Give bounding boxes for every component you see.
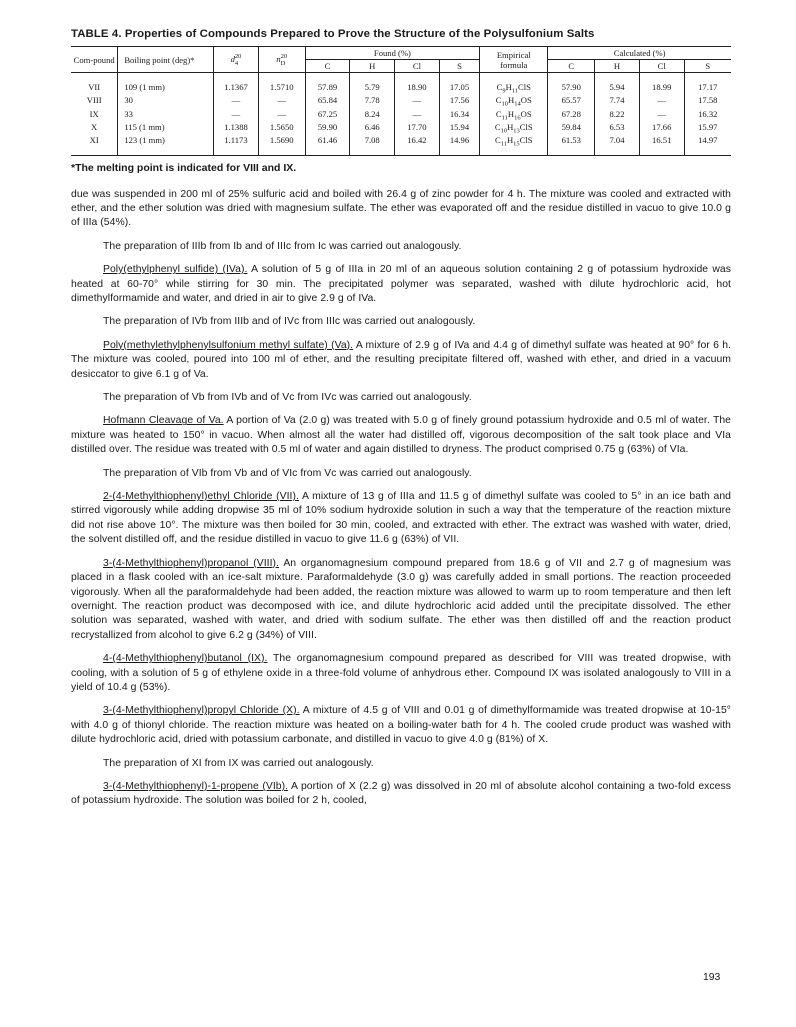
cell-calc-h: 5.94 [595, 73, 640, 97]
paragraph [71, 339, 731, 382]
cell-calc-cl: 17.66 [639, 123, 684, 136]
cell-found-c: 57.89 [305, 73, 350, 97]
table-footnote: *The melting point is indicated for VIII and IX. [71, 161, 297, 174]
paragraph [71, 315, 731, 329]
paragraph-text: A portion of X (2.2 g) was dissolved in 20 ml of absolute alcohol containing a two-fold excess of potassium hydroxide. The solution was boiled for 2 h, cooled, [71, 780, 731, 807]
cell-formula: $C_{11}H_{16}OS$ [480, 110, 548, 123]
cell-formula: $C_{10}H_{14}OS$ [480, 96, 548, 109]
cell-boiling-point: 33 [118, 110, 214, 123]
paragraph [71, 467, 731, 481]
cell-calc-h: 7.04 [595, 136, 640, 155]
cell-found-c: 59.90 [305, 123, 350, 136]
properties-table [71, 46, 731, 156]
cell-found-s: 15.94 [439, 123, 479, 136]
paragraph-text: The preparation of IVb from IIIb and of IVc from IIIc was carried out analogously. [103, 316, 476, 328]
header-calculated: Calculated (%) [548, 47, 731, 60]
paragraph-text: A mixture of 4.5 g of VIII and 0.01 g of dimethylformamide was treated dropwise at 10-15° with 4.0 g of thionyl chloride. The reaction mixture was heated on a boiling-water bath for 4 h. The cooled crude product was washed with dilute hydrochloric acid, dried with potassium carbonate, and distilled in vacuo to give 4.0 g (81%) of X. [71, 705, 731, 746]
table-row [71, 136, 731, 155]
header-density: d20 4 [214, 47, 259, 73]
cell-found-c: 61.46 [305, 136, 350, 155]
cell-found-s: 17.05 [439, 73, 479, 97]
table-body [71, 73, 731, 156]
paragraph [71, 780, 731, 809]
cell-formula: $C_{11}H_{15}ClS$ [480, 136, 548, 155]
header-found: Found (%) [305, 47, 480, 60]
cell-calc-c: 61.53 [548, 136, 595, 155]
cell-calc-c: 57.90 [548, 73, 595, 97]
paragraph [71, 757, 731, 771]
table-row [71, 96, 731, 109]
cell-found-s: 14.96 [439, 136, 479, 155]
cell-density: 1.1367 [214, 73, 259, 97]
paragraph [71, 704, 731, 747]
paragraph-heading: 3-(4-Methylthiophenyl)propanol (VIII). [103, 557, 279, 569]
paragraph-text: The preparation of XI from IX was carried out analogously. [103, 757, 374, 769]
header-calc-cl: Cl [639, 60, 684, 73]
cell-found-h: 6.46 [350, 123, 395, 136]
cell-calc-s: 16.32 [698, 108, 718, 119]
cell-calc-cl: — [639, 96, 684, 109]
cell-found-h: 7.08 [350, 136, 395, 155]
header-calc-c: C [548, 60, 595, 73]
header-found-cl: Cl [395, 60, 440, 73]
cell-density: 1.1388 [214, 123, 259, 136]
cell-calc-cl: 18.99 [639, 73, 684, 97]
paragraph-text: The preparation of IIIb from Ib and of IIIc from Ic was carried out analogously. [103, 240, 462, 252]
paragraph-text: The preparation of VIb from Vb and of VIc from Vc was carried out analogously. [103, 467, 472, 479]
cell-refractive-index: — [258, 96, 305, 109]
cell-found-s: 17.56 [439, 96, 479, 109]
header-calc-h: H [595, 60, 640, 73]
cell-boiling-point: 30 [118, 96, 214, 109]
paragraph-heading: Hofmann Cleavage of Va. [103, 415, 224, 427]
cell-found-h: 5.79 [350, 73, 395, 97]
cell-calc-c: 67.28 [548, 110, 595, 123]
paragraph-text: The preparation of Vb from IVb and of Vc from IVc was carried out analogously. [103, 392, 472, 404]
header-refractive-index: n20 D [258, 47, 305, 73]
paragraph-heading: Poly(ethylphenyl sulfide) (IVa). [103, 264, 248, 276]
paragraph [71, 414, 731, 457]
cell-found-c: 65.84 [305, 96, 350, 109]
cell-calc-cl: 16.51 [639, 136, 684, 155]
paragraph-text: A solution of 5 g of IIIa in 20 ml of an aqueous solution containing 2 g of potassium hydroxide was heated at 60-70° while stirring for 30 min. The precipitated polymer was separated, washed with dilute hydrochloric acid, hot dimethylformamide and water, and dried in air to give 2.9 g of IVa. [71, 264, 731, 304]
paragraph-heading: 3-(4-Methylthiophenyl)-1-propene (VIb). [103, 780, 289, 792]
cell-calc-h: 7.74 [595, 96, 640, 109]
cell-calc-h: 8.22 [595, 110, 640, 123]
cell-compound: X [71, 123, 118, 136]
cell-refractive-index: 1.5650 [258, 123, 305, 136]
cell-formula: $C_9H_{11}ClS$ [480, 73, 548, 97]
paragraph-heading: 3-(4-Methylthiophenyl)propyl Chloride (X). [103, 705, 300, 717]
cell-compound: IX [71, 110, 118, 123]
paragraph-heading: Poly(methylethylphenylsulfonium methyl sulfate) (Va). [103, 339, 354, 351]
table-row [71, 110, 731, 123]
cell-calc-s: 17.58 [698, 95, 718, 106]
paragraph [71, 188, 731, 231]
cell-found-c: 67.25 [305, 110, 350, 123]
header-empirical-formula: Empirical formula [480, 47, 548, 73]
cell-density: — [214, 96, 259, 109]
cell-boiling-point: 123 (1 mm) [118, 136, 214, 155]
table-title: TABLE 4. Properties of Compounds Prepared to Prove the Structure of the Polysulfonium Salts [71, 28, 595, 40]
cell-refractive-index: 1.5690 [258, 136, 305, 155]
cell-found-cl: — [395, 96, 440, 109]
paragraph-text: An organomagnesium compound prepared from 18.6 g of VII and 2.7 g of magnesium was placed in a flask cooled with an ice-salt mixture. Paraformaldehyde (3.0 g) was carefully added in small portions. The reaction proceeded vigorously. When all the paraformaldehyde had been added, the reaction mixture was allowed to warm up to room temperature and then left overnight. The reaction product was decomposed with ice, and dilute hydrochloric acid added until the precipitate dissolved. The ether solution was separated, washed with water, and dried with sodium sulfate. The ether was then distilled off and the reaction product recrystallized from alcohol to give 6.2 g (34%) of VIII. [71, 557, 731, 641]
cell-found-h: 7.78 [350, 96, 395, 109]
header-found-h: H [350, 60, 395, 73]
cell-refractive-index: 1.5710 [258, 73, 305, 97]
paragraph-text: due was suspended in 200 ml of 25% sulfuric acid and boiled with 26.4 g of zinc powder for 4 h. The mixture was cooled and extracted with ether, and the ether solution was dried with magnesium sulfate. The ether was evaporated off and the residue distilled in vacuo to give 10.0 g of IIIa (54%). [71, 188, 731, 229]
header-compound: Com-pound [71, 47, 118, 73]
cell-boiling-point: 109 (1 mm) [118, 73, 214, 97]
cell-calc-s: 17.17 [698, 82, 718, 92]
cell-calc-h: 6.53 [595, 123, 640, 136]
cell-calc-s: 14.97 [698, 135, 718, 146]
cell-compound: XI [71, 136, 118, 155]
table-row [71, 73, 731, 97]
page-number: 193 [703, 972, 721, 983]
paragraph [71, 263, 731, 306]
paragraph [71, 240, 731, 254]
cell-density: — [214, 110, 259, 123]
cell-refractive-index: — [258, 110, 305, 123]
cell-compound: VII [71, 73, 118, 97]
header-found-c: C [305, 60, 350, 73]
paragraph [71, 557, 731, 643]
paragraph [71, 391, 731, 405]
cell-calc-c: 65.57 [548, 96, 595, 109]
header-found-s: S [439, 60, 479, 73]
paragraph [71, 652, 731, 695]
header-boiling-point: Boiling point (deg)* [118, 47, 214, 73]
cell-found-s: 16.34 [439, 110, 479, 123]
paragraph-text: The organomagnesium compound prepared as described for VIII was treated dropwise, with cooling, with a solution of 5 g of ethylene oxide in a three-fold volume of anhydrous ether. Compound IX was isolated analogously to VIII in a yield of 10.4 g (53%). [71, 653, 731, 693]
cell-density: 1.1173 [214, 136, 259, 155]
paragraph-text: A portion of Va (2.0 g) was treated with 5.0 g of finely ground potassium hydroxide and 0.5 ml of water. The mixture was heated to 150° in vacuo. When almost all the water had distilled off, vigorous decomposition of the salt took place and VIa distilled over. The residue was treated with 0.5 ml of water and again distilled to dryness. The product comprised 0.75 g (63%) of VIa. [71, 415, 731, 456]
cell-calc-s: 15.97 [698, 121, 718, 132]
cell-calc-cl: — [639, 110, 684, 123]
cell-formula: $C_{10}H_{13}ClS$ [480, 123, 548, 136]
cell-compound: VIII [71, 96, 118, 109]
cell-found-cl: 18.90 [395, 73, 440, 97]
header-calc-s: S [705, 61, 711, 71]
paragraph-heading: 4-(4-Methylthiophenyl)butanol (IX). [103, 653, 268, 665]
paragraph-text: A mixture of 2.9 g of IVa and 4.4 g of dimethyl sulfate was heated at 90° for 6 h. The mixture was cooled, poured into 100 ml of ether, and the resulting precipitate filtered off, washed with ether, and dried in a vacuum desiccator to give 6.1 g of Va. [71, 339, 731, 380]
paragraph-heading: 2-(4-Methylthiophenyl)ethyl Chloride (VII). [103, 491, 299, 503]
cell-boiling-point: 115 (1 mm) [118, 123, 214, 136]
cell-found-cl: 16.42 [395, 136, 440, 155]
page [71, 28, 731, 818]
cell-found-cl: 17.70 [395, 123, 440, 136]
table-row [71, 123, 731, 136]
cell-calc-c: 59.84 [548, 123, 595, 136]
paragraph-text: A mixture of 13 g of IIIa and 11.5 g of dimethyl sulfate was cooled to 5° in an ice bath and stirred vigorously while adding dropwise 35 ml of 10% sodium hydroxide solution in such a way that the temperature of the reaction mixture did not rise above 10°. The mixture was then boiled for 30 min, cooled, and extracted with ether. The extract was washed with water, dried, the solvent distilled off, and the residue distilled in vacuo to give 11.6 g (63%) of VII. [71, 491, 731, 546]
cell-found-h: 8.24 [350, 110, 395, 123]
paragraph [71, 490, 731, 548]
body-text [71, 188, 731, 809]
cell-found-cl: — [395, 110, 440, 123]
